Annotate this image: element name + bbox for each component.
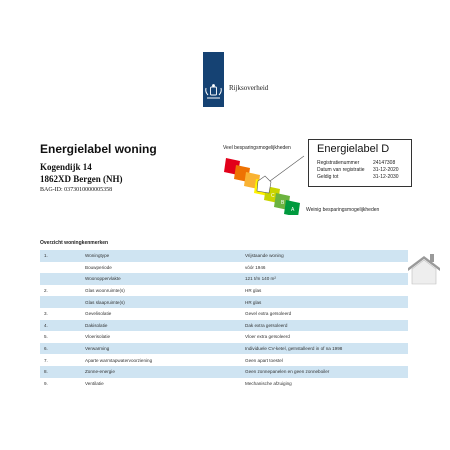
row-label: Glas woonruimte(s) — [85, 288, 125, 294]
label-row-value: 31-12-2030 — [373, 174, 399, 180]
bag-id: BAG-ID: 0373010000005358 — [40, 187, 113, 193]
row-value: Individuele CV-ketel, geïnstalleerd in of na 1998 — [245, 346, 343, 352]
scale-band — [284, 200, 300, 215]
table-row — [40, 343, 408, 355]
row-number: 3. — [44, 311, 48, 317]
marker-connector-line — [270, 156, 304, 181]
table-row — [40, 320, 408, 332]
table-row — [40, 366, 408, 378]
label-row-key: Datum van registratie — [317, 167, 365, 173]
table-row — [40, 296, 408, 308]
row-value: Geen zonnepanelen en geen zonneboiler — [245, 369, 330, 375]
row-value: HR glas — [245, 288, 262, 294]
row-value: Gevel extra geïsoleerd — [245, 311, 292, 317]
row-label: Woningtype — [85, 253, 110, 259]
house-icon — [406, 250, 442, 286]
table-row — [40, 354, 408, 366]
row-value: vóór 1946 — [245, 264, 266, 270]
energy-label-title: Energielabel D — [317, 143, 390, 155]
row-label: Vloerisolatie — [85, 334, 111, 340]
scale-band-letter: B — [281, 200, 285, 206]
brand-name: Rijksoverheid — [229, 84, 269, 92]
table-row — [40, 262, 408, 274]
table-row — [40, 285, 408, 297]
label-row-value: 24147308 — [373, 160, 396, 166]
energy-scale — [220, 150, 310, 215]
overview-title: Overzicht woningkenmerken — [40, 240, 109, 246]
row-number: 1. — [44, 253, 48, 259]
row-value: Geen apart toestel — [245, 357, 283, 363]
row-label: Aparte warmtapwatervoorziening — [85, 357, 153, 363]
row-label: Glas slaapruimte(s) — [85, 299, 125, 305]
page-title: Energielabel woning — [40, 142, 157, 156]
row-number: 8. — [44, 369, 48, 375]
table-row — [40, 250, 408, 262]
row-number: 6. — [44, 346, 48, 352]
row-number: 4. — [44, 322, 48, 328]
table-row — [40, 273, 408, 285]
table-row — [40, 378, 408, 390]
row-value: HR glas — [245, 299, 262, 305]
row-value: Dak extra geïsoleerd — [245, 322, 288, 328]
overview-table — [40, 250, 408, 389]
rijksoverheid-logo — [203, 52, 224, 107]
row-label: Dakisolatie — [85, 322, 108, 328]
row-label: Verwarming — [85, 346, 110, 352]
label-row-key: Geldig tot — [317, 174, 339, 180]
scale-band-letter: C — [271, 193, 275, 199]
scale-few-label: Weinig besparingsmogelijkheden — [306, 207, 380, 213]
row-number: 5. — [44, 334, 48, 340]
energy-label-box — [308, 139, 412, 187]
row-value: 121 t/m 140 m² — [245, 276, 276, 282]
row-label: Bouwperiode — [85, 264, 112, 270]
label-row-value: 31-12-2020 — [373, 167, 399, 173]
scale-many-label: Veel besparingsmogelijkheden — [223, 145, 291, 151]
address-street: Kogendijk 14 — [40, 162, 92, 172]
row-label: Gevelisolatie — [85, 311, 112, 317]
row-number: 2. — [44, 288, 48, 294]
coat-of-arms-icon — [204, 83, 223, 101]
row-label: Zonne-energie — [85, 369, 115, 375]
row-label: Ventilatie — [85, 380, 104, 386]
address-city: 1862XD Bergen (NH) — [40, 174, 123, 184]
table-row — [40, 308, 408, 320]
label-row-key: Registratienummer — [317, 160, 360, 166]
row-value: Vrijstaande woning — [245, 253, 284, 259]
table-row — [40, 331, 408, 343]
row-value: Mechanische afzuiging — [245, 380, 292, 386]
row-number: 7. — [44, 357, 48, 363]
row-label: Woonoppervlakte — [85, 276, 121, 282]
scale-band-letter: A — [291, 207, 295, 213]
row-number: 9. — [44, 380, 48, 386]
row-value: Vloer extra geïsoleerd — [245, 334, 290, 340]
